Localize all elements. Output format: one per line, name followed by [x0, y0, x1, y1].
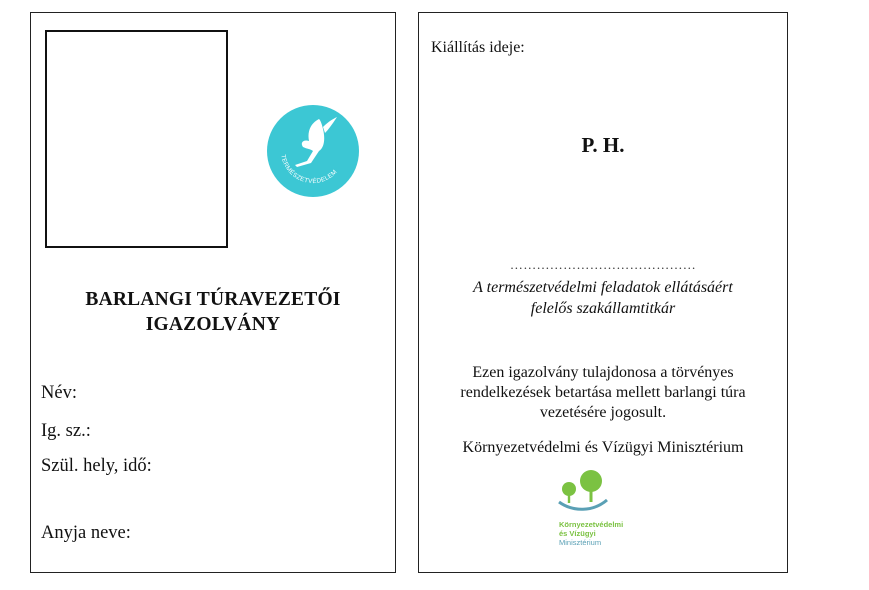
ministry-logo	[557, 468, 677, 556]
nature-conservation-emblem	[267, 105, 359, 197]
logo-text-line1: Környezetvédelmi	[559, 520, 624, 529]
stork-icon	[267, 105, 359, 197]
id-card-back	[418, 12, 788, 573]
signer-title-line1: A természetvédelmi feladatok ellátásáért	[473, 279, 733, 296]
field-name-label: Név:	[41, 383, 77, 403]
photo-placeholder	[45, 30, 228, 248]
logo-text-line3: Minisztérium	[559, 538, 602, 547]
statement-line2: rendelkezések betartása mellett barlangi túra	[460, 384, 746, 401]
ministry-name: Környezetvédelmi és Vízügyi Minisztérium	[462, 439, 744, 456]
authorization-statement	[419, 363, 787, 423]
logo-text	[559, 520, 623, 547]
tree-logo-icon	[557, 468, 677, 520]
card-title	[31, 287, 395, 337]
signer-title-line2: felelős szakállamtitkár	[530, 300, 676, 317]
field-mother-name-label: Anyja neve:	[41, 523, 131, 543]
card-title-line2: IGAZOLVÁNY	[145, 314, 281, 335]
id-card-front	[30, 12, 396, 573]
statement-line1: Ezen igazolvány tulajdonosa a törvényes	[472, 364, 734, 381]
stamp-placeholder: P. H.	[581, 133, 625, 157]
issue-date-label: Kiállítás ideje:	[431, 39, 525, 56]
field-birth-label: Szül. hely, idő:	[41, 456, 152, 476]
card-title-line1: BARLANGI TÚRAVEZETŐI	[85, 289, 341, 310]
logo-text-line2: és Vízügyi	[559, 529, 596, 538]
field-id-number-label: Ig. sz.:	[41, 421, 91, 441]
signer-title	[419, 277, 787, 319]
emblem-text: TERMÉSZETVÉDELEM	[279, 154, 339, 186]
statement-line3: vezetésére jogosult.	[539, 404, 667, 421]
signature-line: ……………………………………	[509, 257, 697, 272]
